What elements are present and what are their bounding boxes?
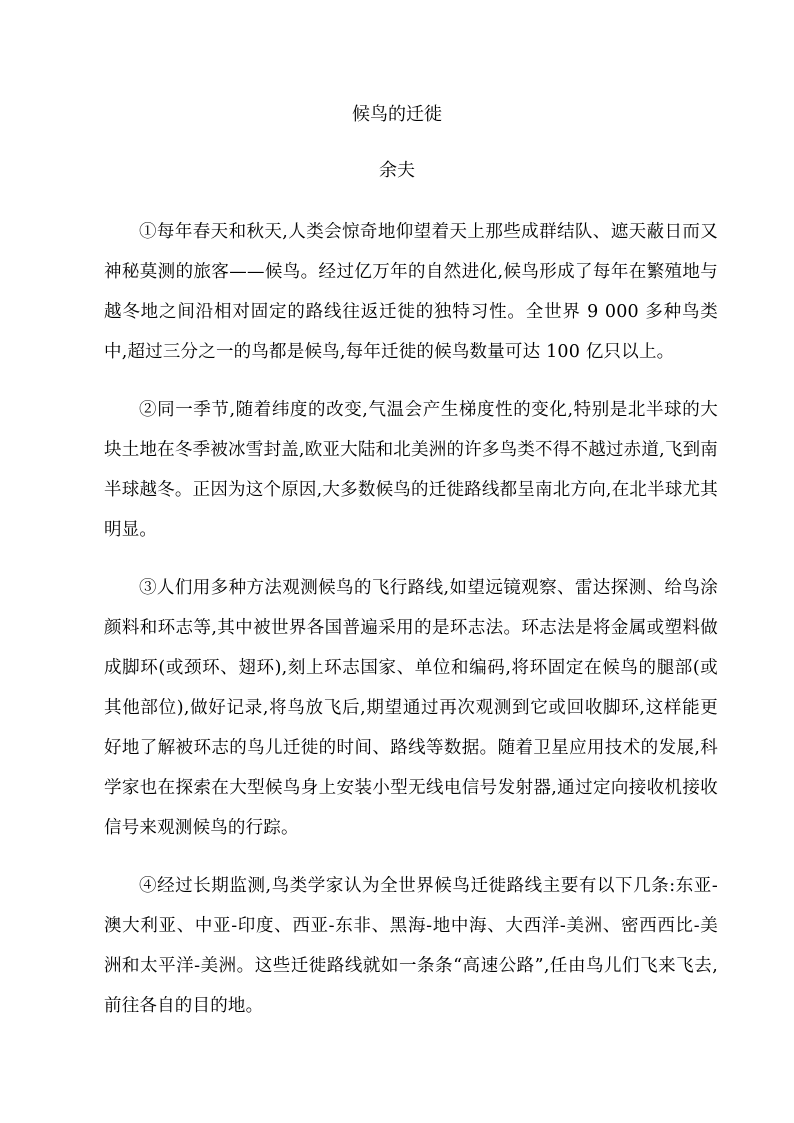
article-body (104, 212, 718, 1044)
paragraph-2: ②同一季节,随着纬度的改变,气温会产生梯度性的变化,特别是北半球的大块土地在冬季被冰雪封盖,欧亚大陆和北美洲的许多鸟类不得不越过赤道,飞到南半球越冬。正因为这个原因,大多数候鸟的迁徙路线都呈南北方向,在北半球尤其明显。 (104, 400, 718, 540)
author-name: 余夫 (379, 160, 415, 181)
paragraph-3: ③人们用多种方法观测候鸟的飞行路线,如望远镜观察、雷达探测、给鸟涂颜料和环志等,其中被世界各国普遍采用的是环志法。环志法是将金属或塑料做成脚环(或颈环、翅环),刻上环志国家、单位和编码,将环固定在候鸟的腿部(或其他部位),做好记录,将鸟放飞后,期望通过再次观测到它或回收脚环,这样能更好地了解被环志的鸟儿迁徙的时间、路线等数据。随着卫星应用技术的发展,科学家也在探索在大型候鸟身上安装小型无线电信号发射器,通过定向接收机接收信号来观测候鸟的行踪。 (104, 578, 718, 838)
paragraph-4: ④经过长期监测,鸟类学家认为全世界候鸟迁徙路线主要有以下几条:东亚-澳大利亚、中亚-印度、西亚-东非、黑海-地中海、大西洋-美洲、密西西比-美洲和太平洋-美洲。这些迁徙路线就如一条条“高速公路”,任由鸟儿们飞来飞去,前往各自的目的地。 (104, 876, 718, 1016)
page-title: 候鸟的迁徙 (352, 104, 442, 125)
paragraph-1: ①每年春天和秋天,人类会惊奇地仰望着天上那些成群结队、遮天蔽日而又神秘莫测的旅客——候鸟。经过亿万年的自然进化,候鸟形成了每年在繁殖地与越冬地之间沿相对固定的路线往返迁徙的独特习性。全世界 9 000 多种鸟类中,超过三分之一的鸟都是候鸟,每年迁徙的候鸟数量可达 100 亿只以上。 (104, 222, 718, 362)
